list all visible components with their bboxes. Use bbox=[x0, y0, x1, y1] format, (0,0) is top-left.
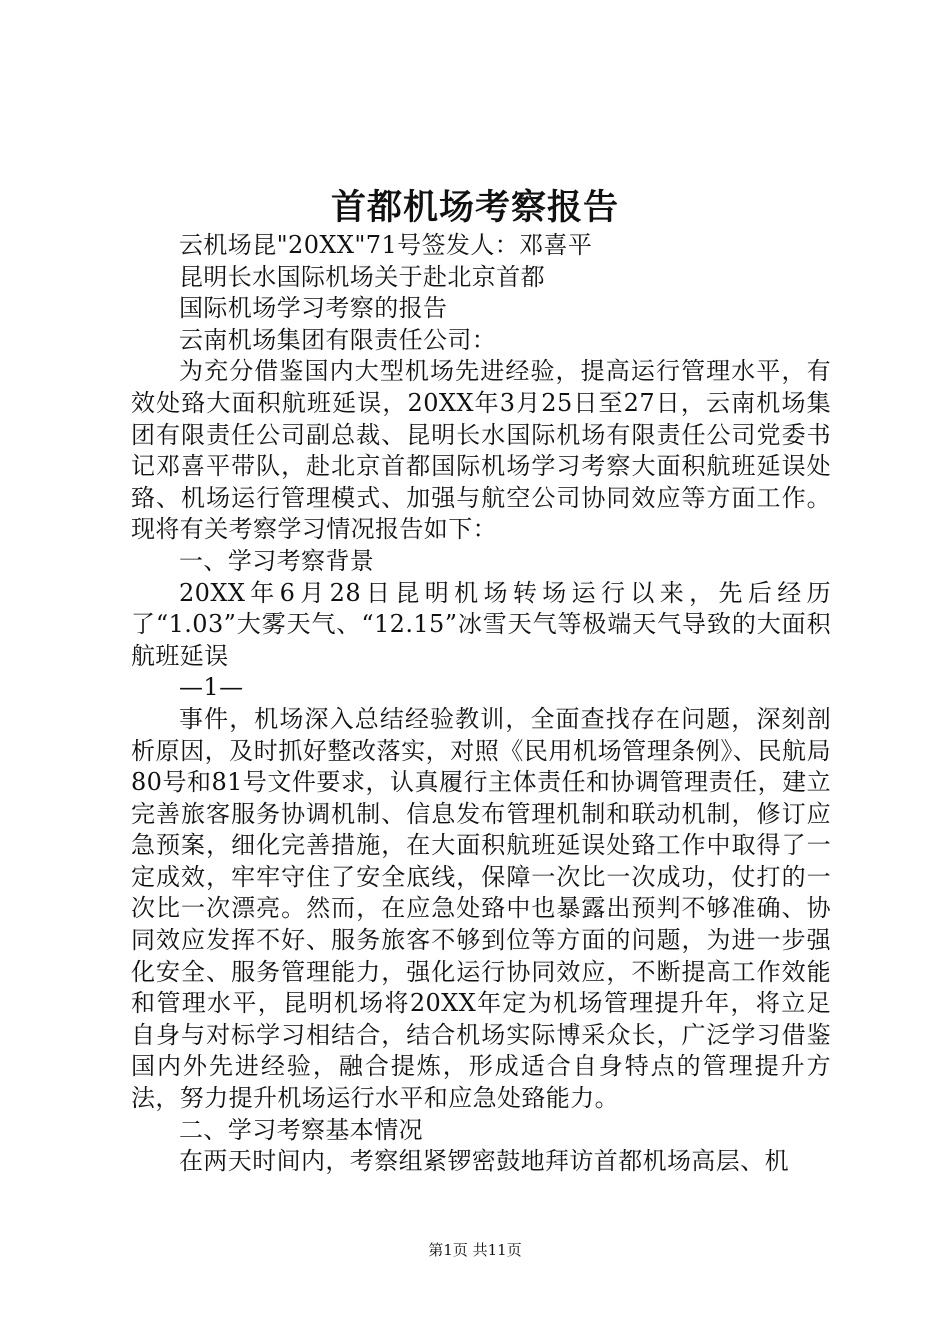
paragraph-addressee: 云南机场集团有限责任公司： bbox=[179, 325, 497, 354]
paragraph-background: 20XX年6月28日昆明机场转场运行以来，先后经历了“1.03”大雾天气、“12.15”冰雪天气等极端天气导致的大面积航班延误 bbox=[131, 578, 831, 670]
paragraph-issuer: 云机场昆"20XX"71号签发人：邓喜平 bbox=[179, 231, 593, 259]
paragraph-intro: 为充分借鉴国内大型机场先进经验，提高运行管理水平，有效处臵大面积航班延误，20XX年3月25日至27日，云南机场集团有限责任公司副总裁、昆明长水国际机场有限责任公司党委书记邓喜平带队，赴北京首都国际机场学习考察大面积航班延误处臵、机场运行管理模式、加强与航空公司协同效应等方面工作。现将有关考察学习情况报告如下： bbox=[131, 357, 831, 544]
paragraph-visit: 在两天时间内，考察组紧锣密鼓地拜访首都机场高层、机 bbox=[179, 1147, 789, 1176]
document-body bbox=[131, 230, 831, 1178]
page-footer: 第1页 共11页 bbox=[428, 1241, 522, 1259]
paragraph-heading-line2: 国际机场学习考察的报告 bbox=[179, 294, 448, 323]
inline-page-number: —1— bbox=[179, 673, 244, 702]
document-title: 首都机场考察报告 bbox=[330, 187, 619, 228]
paragraph-events: 事件，机场深入总结经验教训，全面查找存在问题，深刻剖析原因，及时抓好整改落实，对照《民用机场管理条例》、民航局80号和81号文件要求，认真履行主体责任和协调管理责任，建立完善旅客服务协调机制、信息发布管理机制和联动机制，修订应急预案，细化完善措施，在大面积航班延误处臵工作中取得了一定成效，牢牢守住了安全底线，保障一次比一次成功，仗打的一次比一次漂亮。然而，在应急处臵中也暴露出预判不够准确、协同效应发挥不好、服务旅客不够到位等方面的问题，为进一步强化安全、服务管理能力，强化运行协同效应，不断提高工作效能和管理水平，昆明机场将20XX年定为机场管理提升年，将立足自身与对标学习相结合，结合机场实际博采众长，广泛学习借鉴国内外先进经验，融合提炼，形成适合自身特点的管理提升方法，努力提升机场运行水平和应急处臵能力。 bbox=[131, 704, 831, 1113]
section-heading-background: 一、学习考察背景 bbox=[179, 546, 375, 575]
paragraph-heading-line1: 昆明长水国际机场关于赴北京首都 bbox=[179, 262, 545, 291]
section-heading-basic-situation: 二、学习考察基本情况 bbox=[179, 1115, 423, 1144]
